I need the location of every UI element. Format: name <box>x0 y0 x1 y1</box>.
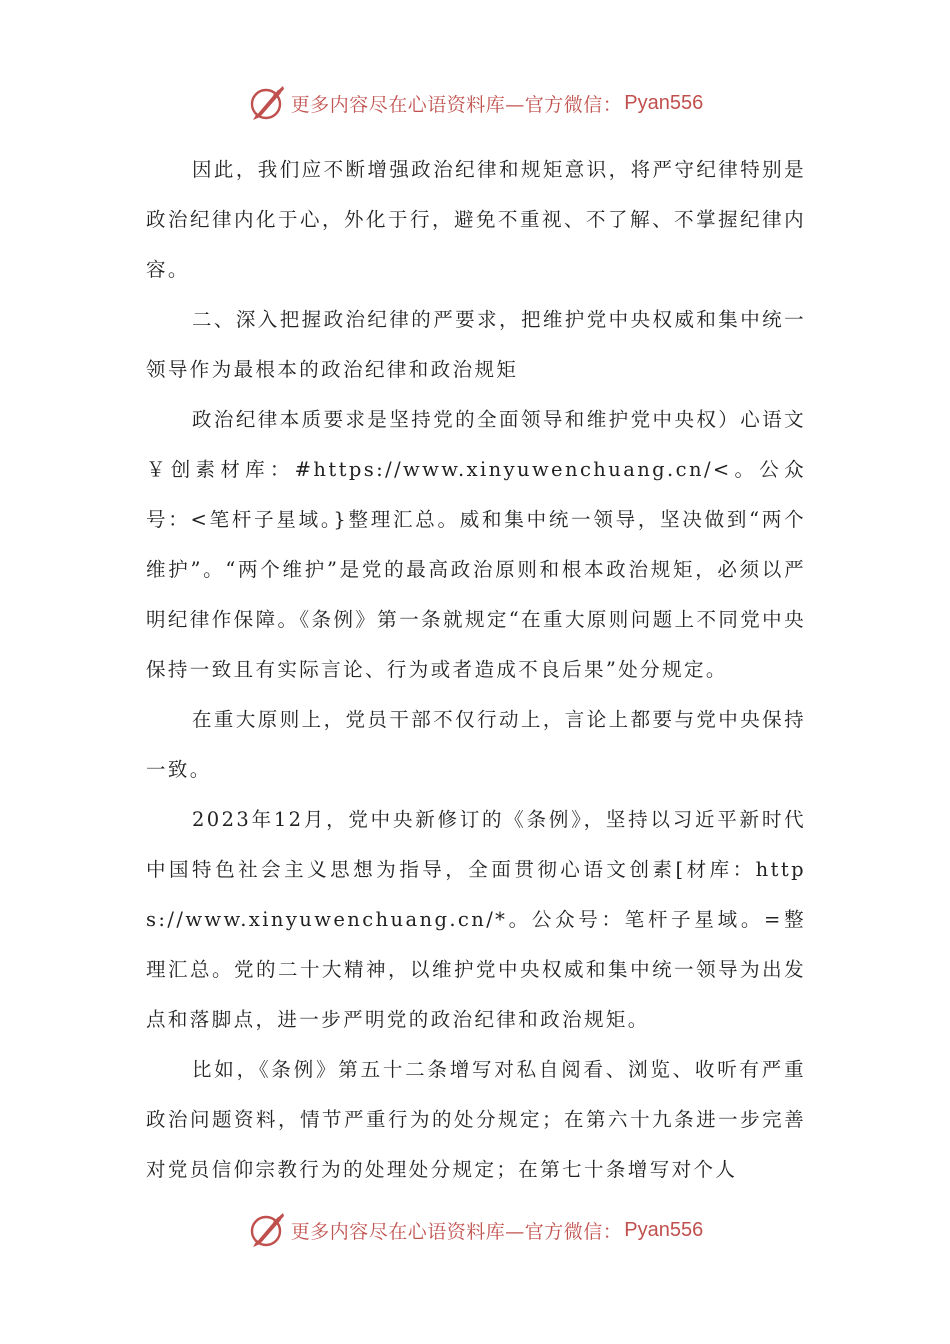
footer-banner-id: Pyan556 <box>624 1218 704 1241</box>
header-banner-text: 更多内容尽在心语资料库—官方微信： <box>290 93 623 116</box>
header-banner-id: Pyan556 <box>624 91 704 114</box>
paragraph-4: 在重大原则上，党员干部不仅行动上，言论上都要与党中央保持一致。 <box>146 708 806 781</box>
paragraph-1: 因此，我们应不断增强政治纪律和规矩意识，将严守纪律特别是政治纪律内化于心，外化于行，避免不重视、不了解、不掌握纪律内容。 <box>146 158 806 281</box>
paragraph-2-heading: 二、深入把握政治纪律的严要求，把维护党中央权威和集中统一领导作为最根本的政治纪律和政治规矩 <box>146 308 806 381</box>
document-body <box>146 145 806 1195</box>
paragraph-5: 2023年12月，党中央新修订的《条例》，坚持以习近平新时代中国特色社会主义思想为指导，全面贯彻心语文创素[材库：https://www.xinyuwenchuang.cn/*。公众号：笔杆子星域。=整理汇总。党的二十大精神，以维护党中央权威和集中统一领导为出发点和落脚点，进一步严明党的政治纪律和政治规矩。 <box>146 808 806 1031</box>
footer-banner <box>0 1205 950 1255</box>
quill-logo-icon <box>247 1210 287 1250</box>
paragraph-3: 政治纪律本质要求是坚持党的全面领导和维护党中央权）心语文￥创素材库：#https://www.xinyuwenchuang.cn/<。公众号：<笔杆子星域。}整理汇总。威和集中统一领导，坚决做到“两个维护”。“两个维护”是党的最高政治原则和根本政治规矩，必须以严明纪律作保障。《条例》第一条就规定“在重大原则问题上不同党中央保持一致且有实际言论、行为或者造成不良后果”处分规定。 <box>146 408 806 681</box>
paragraph-6: 比如，《条例》第五十二条增写对私自阅看、浏览、收听有严重政治问题资料，情节严重行为的处分规定；在第六十九条进一步完善对党员信仰宗教行为的处理处分规定；在第七十条增写对个人 <box>146 1058 806 1181</box>
quill-logo-icon <box>247 83 287 123</box>
footer-banner-text: 更多内容尽在心语资料库—官方微信： <box>290 1220 623 1243</box>
header-banner <box>0 78 950 128</box>
